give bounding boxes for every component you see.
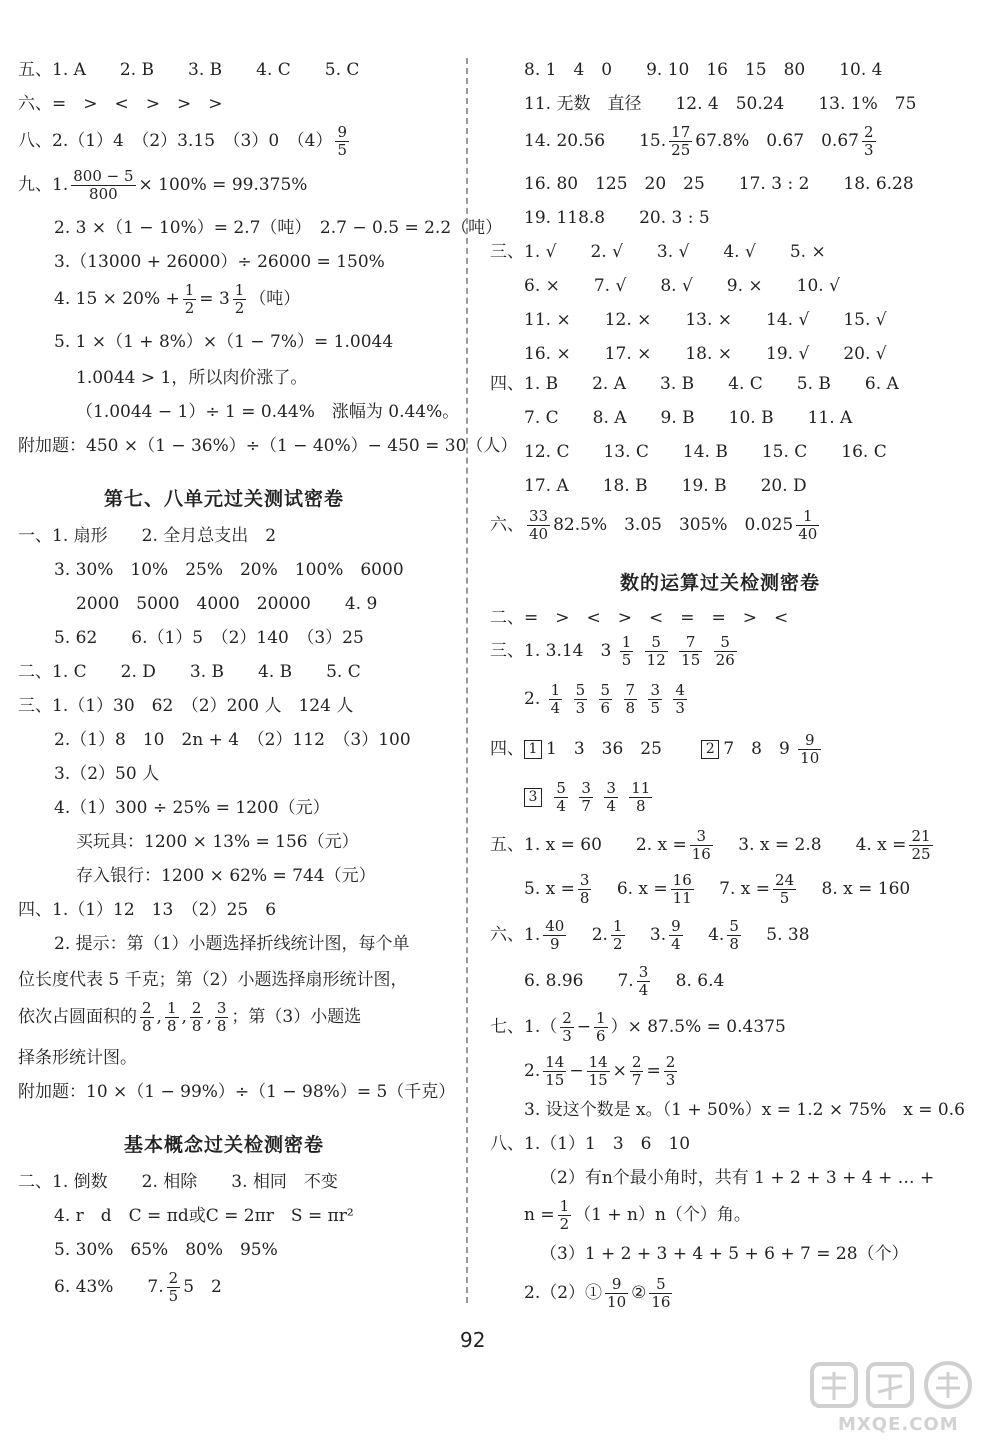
fraction: $\frac{5}{16}$: [651, 1275, 671, 1311]
answer-line: 7. C 8. A 9. B 10. B 11. A: [524, 408, 853, 428]
answer-line: 2.（1）8 10 2n + 4 （2）112 （3）100: [54, 730, 411, 750]
fraction: $\frac{1}{8}$: [166, 999, 177, 1035]
answer-line: 4. 15 × 20% + $\frac{1}{2}$ = 3 $\frac{1}{2}$ （吨）: [54, 281, 301, 317]
fraction: $\frac{5}{12}$: [646, 633, 666, 669]
fraction: $\frac{7}{8}$: [625, 681, 636, 717]
fraction: $\frac{3}{5}$: [650, 681, 660, 717]
answer-line: 附加题：450 ×（1 − 36%）÷（1 − 40%）− 450 = 30（人）: [18, 436, 518, 456]
answer-line: 3. 30% 10% 25% 20% 100% 6000: [54, 560, 404, 580]
answer-line: （2）有n个最小角时，共有 1 + 2 + 3 + 4 + … +: [540, 1168, 935, 1188]
answer-line: 2. 提示：第（1）小题选择折线统计图，每个单: [54, 934, 410, 954]
fraction: $\frac{5}{3}$: [575, 681, 586, 717]
fraction: $\frac{2}{8}$: [191, 999, 202, 1035]
fraction: $\frac{1}{2}$: [559, 1197, 570, 1233]
boxed-number: 3: [524, 788, 542, 807]
answer-line: 6. 43% 7. $\frac{2}{5}$ 5 2: [54, 1269, 222, 1305]
fraction: $\frac{2}{3}$: [562, 1009, 572, 1045]
watermark-logo-icon: [808, 1358, 978, 1412]
fraction: $\frac{16}{11}$: [672, 871, 692, 907]
answer-line: 11. × 12. × 13. × 14. √ 15. √: [524, 310, 887, 330]
answer-line: 2. $\frac{14}{15}$ − $\frac{14}{15}$ × $\frac{2}{7}$ = $\frac{2}{3}$: [524, 1053, 676, 1089]
answer-line: 六、1. $\frac{40}{9}$ 2. $\frac{1}{2}$ 3. $\frac{9}{4}$ 4. $\frac{5}{8}$ 5. 38: [490, 917, 810, 953]
answer-line: 6. 8.96 7. $\frac{3}{4}$ 8. 6.4: [524, 963, 725, 999]
fraction: $\frac{1}{40}$: [798, 507, 818, 543]
fraction: $\frac{11}{8}$: [631, 779, 651, 815]
watermark-url: MXQE.COM: [838, 1414, 959, 1435]
answer-line: 二、1. C 2. D 3. B 4. B 5. C: [18, 662, 361, 682]
answer-line: 四、 1 1 3 36 25 2 7 8 9 $\frac{9}{10}$: [490, 731, 820, 767]
fraction: $\frac{14}{15}$: [545, 1053, 565, 1089]
answer-line: 11. 无数 直径 12. 4 50.24 13. 1% 75: [524, 94, 917, 114]
answer-line: 8. 1 4 0 9. 10 16 15 80 10. 4: [524, 60, 883, 80]
answer-line: 四、1.（1）12 13 （2）25 6: [18, 900, 277, 920]
answer-line: 4. r d C = πd或C = 2πr S = πr²: [54, 1206, 354, 1226]
fraction: $\frac{3}{16}$: [691, 827, 711, 863]
answer-line: 位长度代表 5 千克；第（2）小题选择扇形统计图，: [18, 970, 408, 990]
page-number: 92: [460, 1328, 486, 1352]
answer-line: 买玩具：1200 × 13% = 156（元）: [76, 832, 359, 852]
fraction: $\frac{5}{4}$: [556, 779, 566, 815]
fraction: $\frac{3}{7}$: [581, 779, 591, 815]
fraction: $\frac{9}{4}$: [671, 917, 681, 953]
fraction: $\frac{3}{4}$: [638, 963, 649, 999]
fraction: $\frac{9}{10}$: [800, 731, 820, 767]
fraction: $\frac{1}{2}$: [184, 281, 195, 317]
fraction: $\frac{2}{5}$: [168, 1269, 179, 1305]
watermark: [808, 1358, 978, 1438]
answer-line: 3.（13000 + 26000）÷ 26000 = 150%: [54, 252, 385, 272]
answer-line: n = $\frac{1}{2}$ （1 + n）n（个）角。: [524, 1197, 751, 1233]
fraction: $\frac{9}{10}$: [607, 1275, 627, 1311]
answer-line: 2.（2）① $\frac{9}{10}$ ② $\frac{5}{16}$: [524, 1275, 671, 1311]
answer-line: 14. 20.56 15. $\frac{17}{25}$ 67.8% 0.6̇7 0.6̇7̇ $\frac{2}{3}$: [524, 123, 874, 159]
answer-line: 依次占圆面积的 $\frac{2}{8}$ , $\frac{1}{8}$ , $\frac{2}{8}$ , $\frac{3}{8}$ ；第（3）小题选: [18, 999, 362, 1035]
fraction: $\frac{40}{9}$: [545, 917, 565, 953]
fraction: $\frac{9}{5}$: [337, 123, 348, 159]
fraction: $\frac{1}{2}$: [234, 281, 245, 317]
fraction: $\frac{5}{8}$: [729, 917, 739, 953]
answer-line: 八、2.（1）4 （2）3.15 （3）0 （4） $\frac{9}{5}$: [18, 123, 348, 159]
answer-line: 16. × 17. × 18. × 19. √ 20. √: [524, 344, 887, 364]
answer-line: 16. 80 125 20 25 17. 3 : 2 18. 6.28: [524, 174, 914, 194]
answer-line: 5. 62 6.（1）5 （2）140 （3）25: [54, 628, 364, 648]
answer-line: 三、1. √ 2. √ 3. √ 4. √ 5. ×: [490, 242, 826, 262]
fraction: $\frac{2}{7}$: [631, 1053, 642, 1089]
answer-line: （1.0044 − 1）÷ 1 = 0.44% 涨幅为 0.44%。: [76, 402, 460, 422]
answer-line: 存入银行：1200 × 62% = 744（元）: [76, 866, 376, 886]
answer-line: 12. C 13. C 14. B 15. C 16. C: [524, 442, 887, 462]
answer-line: 3.（2）50 人: [54, 764, 160, 784]
fraction: $\frac{7}{15}$: [681, 633, 701, 669]
answer-line: 17. A 18. B 19. B 20. D: [524, 476, 807, 496]
answer-line: 一、1. 扇形 2. 全月总支出 2: [18, 526, 277, 546]
answer-line: 择条形统计图。: [18, 1048, 137, 1068]
section-title: 数的运算过关检测密卷: [620, 572, 821, 594]
fraction: $\frac{3}{8}$: [579, 871, 590, 907]
answer-line: 2000 5000 4000 20000 4. 9: [76, 594, 378, 614]
fraction: $\frac{3}{4}$: [606, 779, 616, 815]
answer-line: 5. 1 ×（1 + 8%）×（1 − 7%）= 1.0044: [54, 332, 394, 352]
answer-line: 19. 118.8 20. 3 : 5: [524, 208, 710, 228]
fraction: $\frac{1}{6}$: [596, 1009, 606, 1045]
answer-line: 六、 $\frac{33}{40}$ 82.5% 3.05 305% 0.025 $\frac{1}{40}$: [490, 507, 818, 543]
section-title: 基本概念过关检测密卷: [124, 1134, 325, 1156]
answer-line: 5. x = $\frac{3}{8}$ 6. x = $\frac{16}{11}$ 7. x = $\frac{24}{5}$ 8. x = 160: [524, 871, 911, 907]
boxed-number: 1: [524, 740, 542, 759]
answer-line: 五、1. x = 60 2. x = $\frac{3}{16}$ 3. x = 2.8 4. x = $\frac{21}{25}$: [490, 827, 931, 863]
answer-line: 二、= > < > < = = > <: [490, 608, 789, 628]
fraction: $\frac{2}{3}$: [863, 123, 874, 159]
answer-line: 5. 30% 65% 80% 95%: [54, 1240, 278, 1260]
answer-line: 附加题：10 ×（1 − 99%）÷（1 − 98%）= 5（千克）: [18, 1082, 456, 1102]
answer-line: 二、1. 倒数 2. 相除 3. 相同 不变: [18, 1172, 338, 1192]
answer-line: 五、1. A 2. B 3. B 4. C 5. C: [18, 60, 360, 80]
fraction: $\frac{33}{40}$: [529, 507, 549, 543]
fraction: $\frac{14}{15}$: [588, 1053, 608, 1089]
answer-line: 三、1. 3.14 3 $\frac{1}{5}$ $\frac{5}{12}$ $\frac{7}{15}$ $\frac{5}{26}$: [490, 633, 735, 669]
fraction: $\frac{1}{5}$: [621, 633, 632, 669]
answer-line: 四、1. B 2. A 3. B 4. C 5. B 6. A: [490, 374, 899, 394]
answer-line: 八、1.（1）1 3 6 10: [490, 1134, 691, 1154]
fraction: $\frac{800 - 5}{800}$: [73, 167, 134, 203]
fraction: $\frac{3}{8}$: [216, 999, 227, 1035]
answer-line: 2. 3 ×（1 − 10%）= 2.7（吨） 2.7 − 0.5 = 2.2（吨）: [54, 218, 503, 238]
answer-line: 3. 设这个数是 x。（1 + 50%）x = 1.2 × 75% x = 0.6: [524, 1100, 965, 1120]
fraction: $\frac{1}{2}$: [612, 917, 623, 953]
answer-line: 九、1. $\frac{800 - 5}{800}$ × 100% = 99.375%: [18, 167, 308, 203]
answer-line: [524, 780, 655, 815]
answer-line: 2. $\frac{1}{4}$ $\frac{5}{3}$ $\frac{5}{6}$ $\frac{7}{8}$ $\frac{3}{5}$ $\frac{4}{3}$: [524, 681, 685, 717]
column-divider: [466, 58, 468, 1303]
answer-line: 六、= > < > > >: [18, 94, 223, 114]
fraction: $\frac{5}{26}$: [715, 633, 735, 669]
fraction: $\frac{1}{4}$: [550, 681, 561, 717]
fraction: $\frac{4}{3}$: [675, 681, 685, 717]
answer-line: 七、1.（ $\frac{2}{3}$ − $\frac{1}{6}$ ）× 87.5% = 0.4375: [490, 1009, 786, 1045]
answer-line: 1.0044 > 1，所以肉价涨了。: [76, 368, 308, 388]
section-title: 第七、八单元过关测试密卷: [104, 488, 345, 510]
fraction: $\frac{5}{6}$: [600, 681, 611, 717]
answer-line: 6. × 7. √ 8. √ 9. × 10. √: [524, 276, 840, 296]
answer-line: 4.（1）300 ÷ 25% = 1200（元）: [54, 798, 330, 818]
fraction: $\frac{2}{8}$: [142, 999, 152, 1035]
boxed-number: 2: [701, 740, 719, 759]
fraction: $\frac{17}{25}$: [671, 123, 691, 159]
fraction: $\frac{24}{5}$: [775, 871, 795, 907]
answer-line: 三、1.（1）30 62 （2）200 人 124 人: [18, 696, 354, 716]
fraction: $\frac{2}{3}$: [665, 1053, 676, 1089]
answer-line: （3）1 + 2 + 3 + 4 + 5 + 6 + 7 = 28（个）: [540, 1244, 909, 1264]
fraction: $\frac{21}{25}$: [911, 827, 931, 863]
